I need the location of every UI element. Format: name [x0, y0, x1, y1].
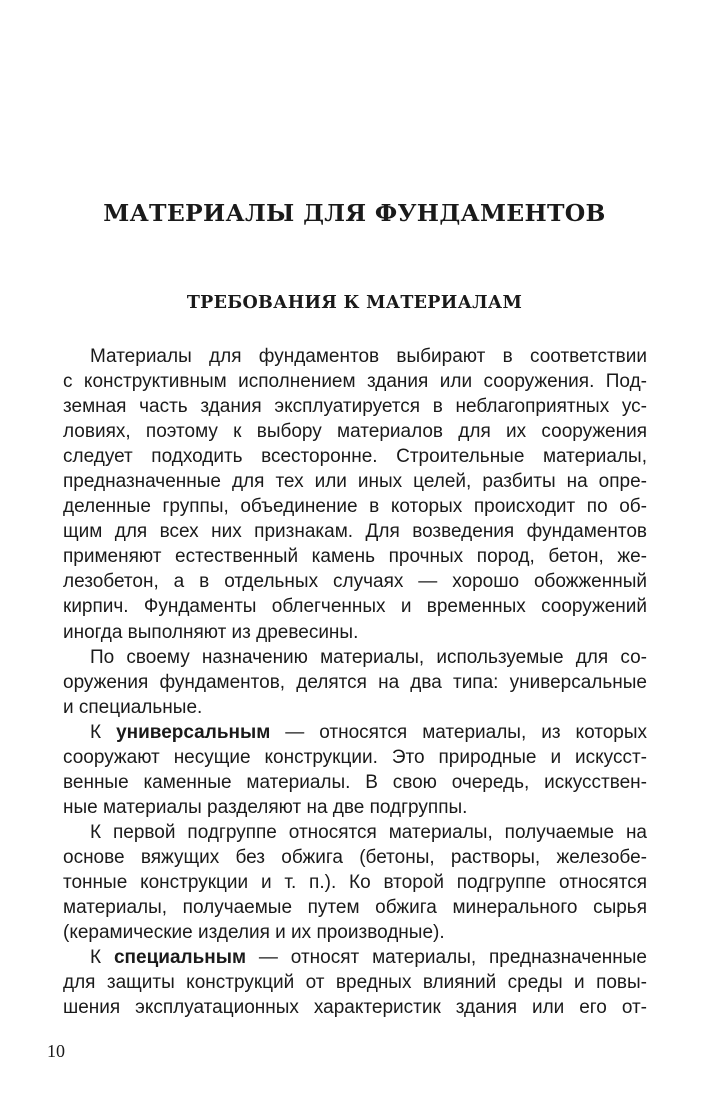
text-line: ные материалы разделяют на две подгруппы.	[63, 796, 468, 818]
text-line: земная часть здания эксплуатируется в неблагоприятных ус-	[63, 396, 647, 418]
text-line	[63, 720, 647, 745]
text-line: сооружают несущие конструкции. Это природные и искусст-	[63, 746, 647, 768]
text-line: основе вяжущих без обжига (бетоны, растворы, железобе-	[63, 846, 647, 868]
text-line	[63, 945, 647, 970]
text-line: оружения фундаментов, делятся на два типа: универсальные	[63, 671, 647, 693]
text-line: для защиты конструкций от вредных влияний среды и повы-	[63, 972, 647, 994]
text-line: По своему назначению материалы, используемые для со-	[90, 646, 647, 668]
bold-term: специальным	[113, 947, 247, 969]
text-line: Материалы для фундаментов выбирают в соответствии	[90, 346, 647, 367]
text-line: деленные группы, объединение в которых происходит по об-	[63, 496, 647, 518]
text-line: предназначенные для тех или иных целей, разбиты на опре-	[63, 471, 647, 493]
text-line: следует подходить всесторонне. Строительные материалы,	[63, 446, 647, 468]
chapter-title: МАТЕРИАЛЫ ДЛЯ ФУНДАМЕНТОВ	[103, 199, 606, 227]
line-rest: — относятся материалы, из которых	[270, 721, 647, 743]
text-line: тонные конструкции и т. п.). Ко второй подгруппе относятся	[63, 871, 647, 893]
text-line: иногда выполняют из древесины.	[63, 621, 359, 643]
bold-term: универсальным	[116, 721, 271, 743]
text-line: венные каменные материалы. В свою очередь, искусствен-	[63, 771, 647, 793]
line-rest: — относят материалы, предназначенные	[246, 947, 647, 969]
body-text	[63, 344, 647, 1020]
text-line: лезобетон, а в отдельных случаях — хорошо обожженный	[63, 571, 647, 593]
section-title: ТРЕБОВАНИЯ К МАТЕРИАЛАМ	[186, 293, 523, 313]
line-lead: К	[90, 947, 114, 969]
line-lead: К	[90, 721, 117, 743]
text-line: применяют естественный камень прочных пород, бетон, же-	[63, 546, 647, 568]
text-line: щим для всех них признакам. Для возведения фундаментов	[63, 521, 647, 543]
text-line: кирпич. Фундаменты облегченных и временных сооружений	[63, 596, 647, 618]
text-line: ловиях, поэтому к выбору материалов для их сооружения	[63, 421, 647, 443]
text-line: и специальные.	[63, 696, 203, 718]
text-line: с конструктивным исполнением здания или сооружения. Под-	[63, 371, 647, 393]
text-line: (керамические изделия и их производные).	[63, 922, 445, 944]
page-number: 10	[47, 1041, 65, 1061]
text-line: материалы, получаемые путем обжига минерального сырья	[63, 897, 647, 919]
text-line: шения эксплуатационных характеристик здания или его от-	[63, 997, 647, 1019]
text-line: К первой подгруппе относятся материалы, получаемые на	[90, 821, 647, 843]
